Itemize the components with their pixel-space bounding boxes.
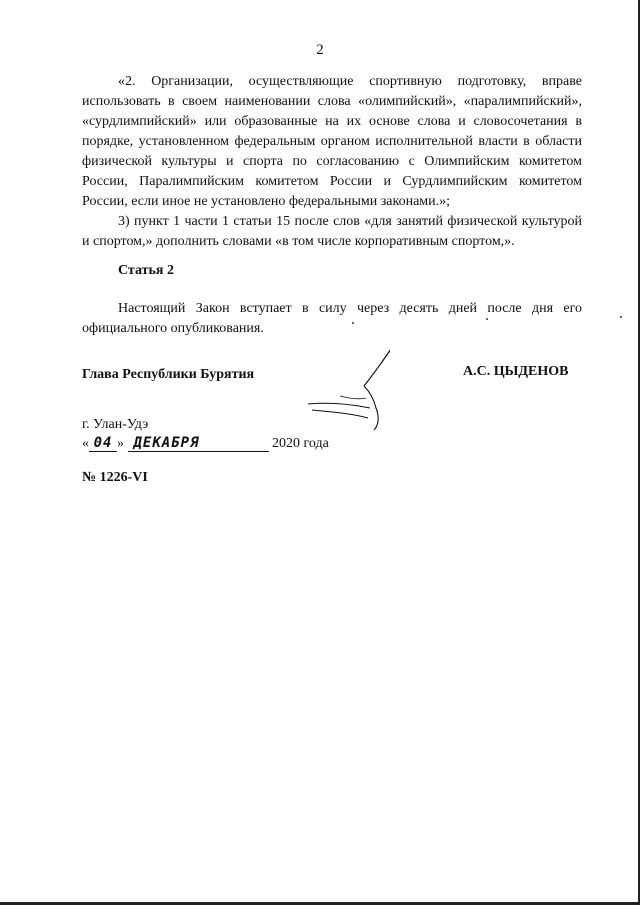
date-close-quote: » xyxy=(117,436,124,451)
place-of-signing: г. Улан-Удэ xyxy=(82,417,149,432)
handwritten-signature xyxy=(300,338,390,438)
date-open-quote: « xyxy=(82,436,89,451)
signatory-name: А.С. ЦЫДЕНОВ xyxy=(463,364,569,379)
date-line xyxy=(82,435,329,452)
signatory-title: Глава Республики Бурятия xyxy=(82,367,255,382)
page-number: 2 xyxy=(316,42,324,58)
date-day: 04 xyxy=(89,435,117,452)
paragraph-item-3: 3) пункт 1 части 1 статьи 15 после слов «для занятий физической культурой и спортом,» дополнить словами «в том числе корпоративным спортом,». xyxy=(82,214,582,249)
scan-speck xyxy=(486,318,488,320)
article-heading: Статья 2 xyxy=(118,263,174,278)
scan-speck xyxy=(352,322,354,324)
date-month: ДЕКАБРЯ xyxy=(128,435,269,452)
date-year: 2020 года xyxy=(272,436,329,451)
document-number: № 1226-VI xyxy=(82,470,148,485)
scan-speck xyxy=(620,316,622,318)
law-text: Настоящий Закон вступает в силу через десять дней после дня его официального опубликования. xyxy=(82,301,582,336)
document-body xyxy=(82,72,582,252)
paragraph-item-2: «2. Организации, осуществляющие спортивную подготовку, вправе использовать в своем наименовании слова «олимпийский», «паралимпийский», «сурдлимпийский» или образованные на их основе слова и словосочетания в порядке, установленном федеральным органом исполнительной власти в области физической культуры и спорта по согласованию с Олимпийским комитетом России, Паралимпийским комитетом России и Сурдлимпийским комитетом России, если иное не установлено федеральными законами.»; xyxy=(82,74,582,209)
